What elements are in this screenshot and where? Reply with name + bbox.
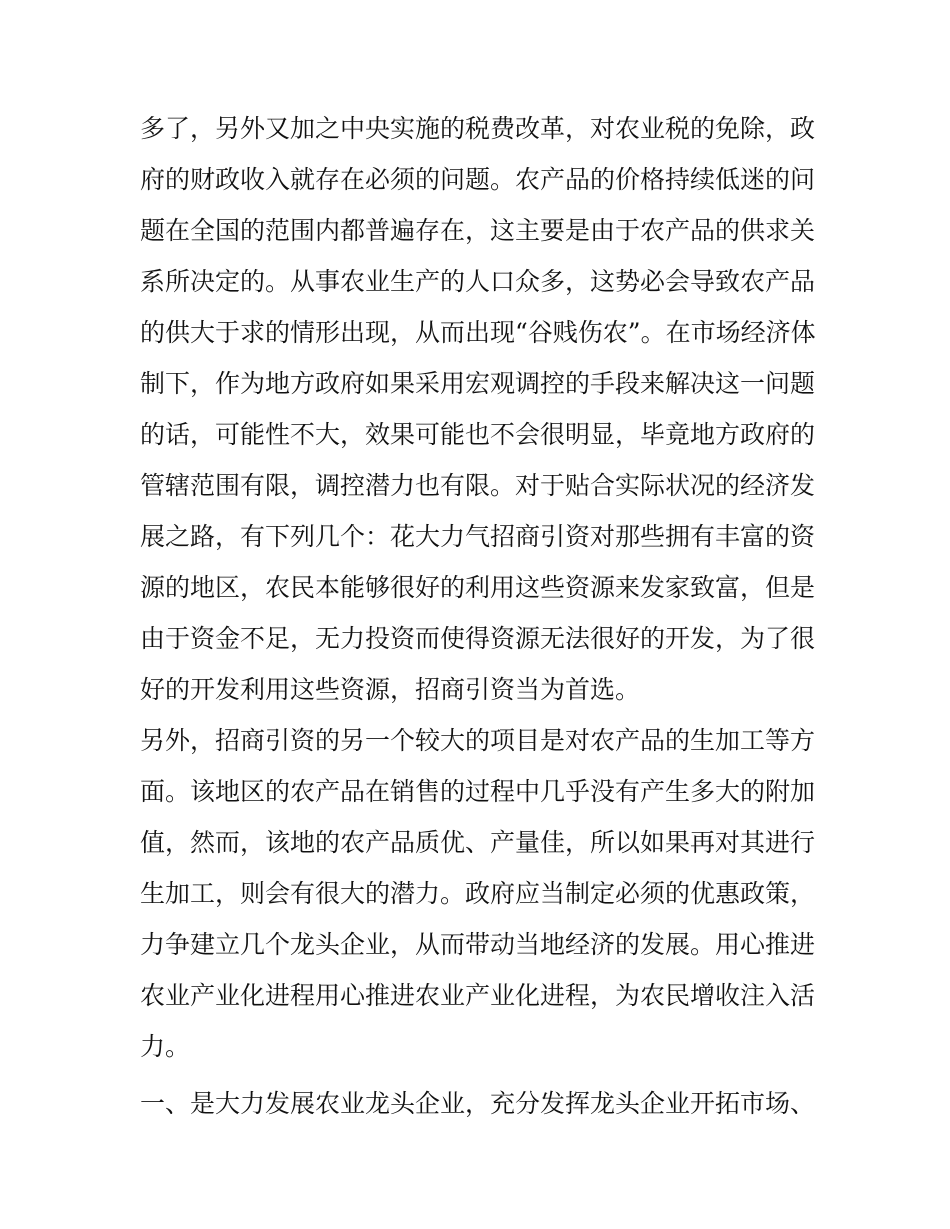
text-line: 的供大于求的情形出现，从而出现“谷贱伤农”。在市场经济体	[140, 318, 816, 347]
paragraph-3	[140, 1078, 820, 1129]
text-line: 力争建立几个龙头企业，从而带动当地经济的发展。用心推进	[140, 930, 816, 959]
text-line: 系所决定的。从事农业生产的人口众多，这势必会导致农产品	[140, 267, 816, 296]
paragraph-2	[140, 715, 820, 1072]
text-line: 展之路，有下列几个：花大力气招商引资对那些拥有丰富的资	[140, 522, 816, 551]
text-line: 好的开发利用这些资源，招商引资当为首选。	[140, 675, 641, 704]
text-line: 的话，可能性不大，效果可能也不会很明显，毕竟地方政府的	[140, 420, 816, 449]
document-body	[140, 103, 820, 1129]
text-line: 管辖范围有限，调控潜力也有限。对于贴合实际状况的经济发	[140, 471, 816, 500]
text-line: 另外，招商引资的另一个较大的项目是对农产品的生加工等方	[140, 726, 816, 755]
text-line: 生加工，则会有很大的潜力。政府应当制定必须的优惠政策，	[140, 879, 816, 908]
text-line: 制下，作为地方政府如果采用宏观调控的手段来解决这一问题	[140, 369, 816, 398]
text-line: 题在全国的范围内都普遍存在，这主要是由于农产品的供求关	[140, 216, 816, 245]
text-line: 值，然而，该地的农产品质优、产量佳，所以如果再对其进行	[140, 828, 816, 857]
text-line: 面。该地区的农产品在销售的过程中几乎没有产生多大的附加	[140, 777, 816, 806]
text-line: 源的地区，农民本能够很好的利用这些资源来发家致富，但是	[140, 573, 816, 602]
text-line: 农业产业化进程用心推进农业产业化进程，为农民增收注入活	[140, 981, 816, 1010]
text-line: 府的财政收入就存在必须的问题。农产品的价格持续低迷的问	[140, 165, 816, 194]
text-line: 多了，另外又加之中央实施的税费改革，对农业税的免除，政	[140, 114, 816, 143]
paragraph-1	[140, 103, 820, 715]
text-line: 一、是大力发展农业龙头企业，充分发挥龙头企业开拓市场、	[140, 1089, 816, 1118]
text-line: 由于资金不足，无力投资而使得资源无法很好的开发，为了很	[140, 624, 816, 653]
text-line: 力。	[140, 1032, 191, 1061]
